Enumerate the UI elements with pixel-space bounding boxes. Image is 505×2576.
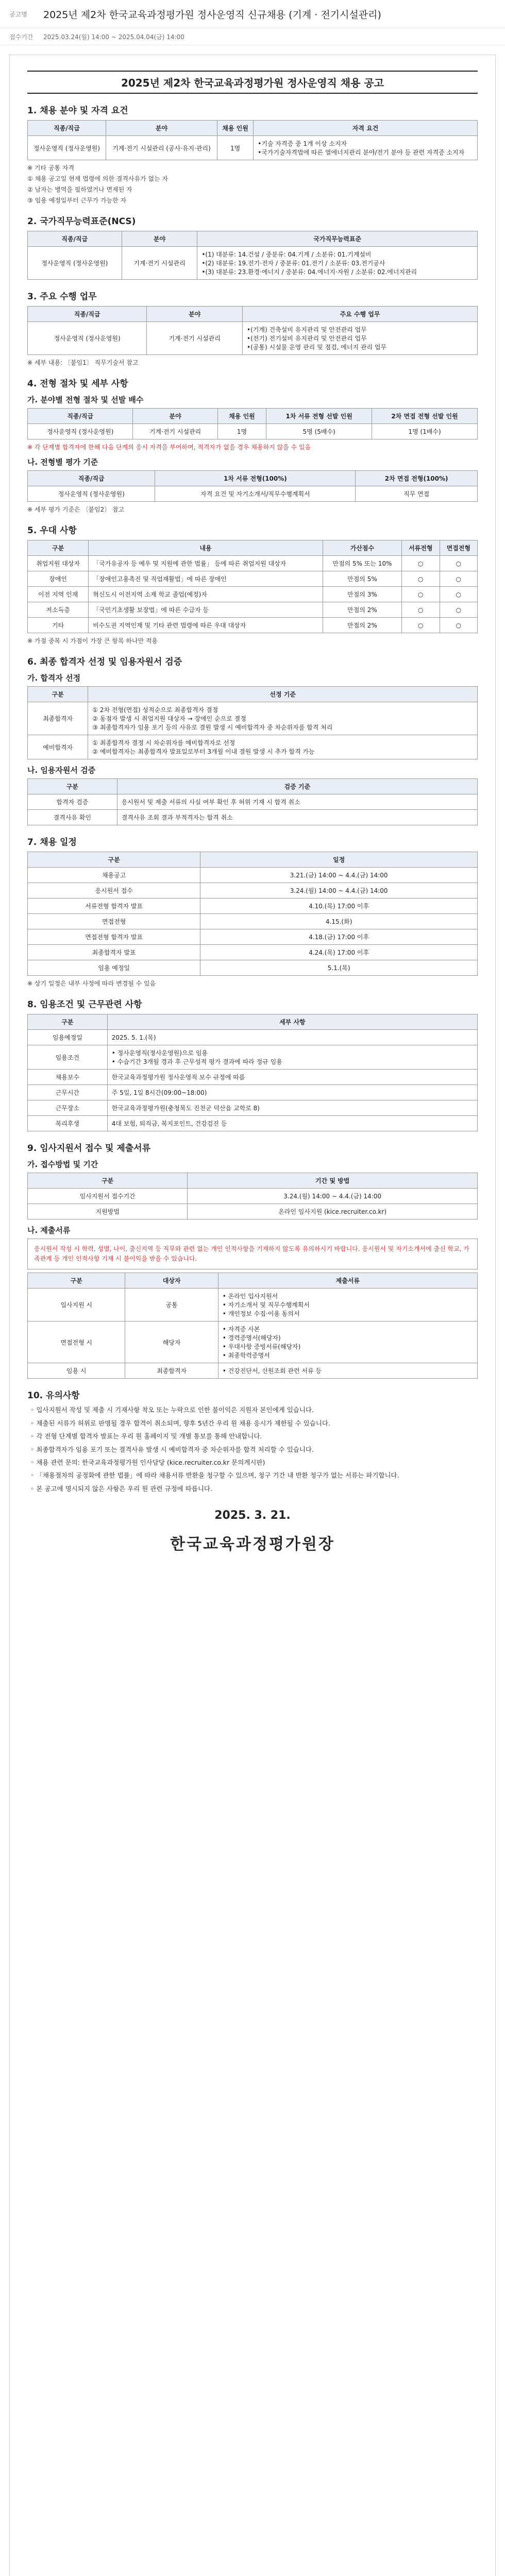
section-4-eval-table <box>27 470 478 502</box>
duties-table-header: 직종/직급 <box>28 307 147 322</box>
verification-table-header: 검증 기준 <box>117 779 477 794</box>
section-9-docs-table <box>27 1273 478 1379</box>
ncs-table-header: 분야 <box>122 231 197 247</box>
preference-table-header: 구분 <box>28 540 89 556</box>
schedule-table-cell: 4.18.(금) 17:00 이후 <box>200 929 478 945</box>
preference-table-cell: ○ <box>440 556 478 571</box>
schedule-table-cell: 면접전형 합격자 발표 <box>28 929 200 945</box>
conditions-table-cell: 근무장소 <box>28 1100 108 1116</box>
conditions-table-row <box>28 1045 478 1070</box>
schedule-table-cell: 4.15.(화) <box>200 914 478 929</box>
signature-org: 한국교육과정평가원장 <box>170 1535 335 1553</box>
ncs-table-cell: 정사운영직 (정사운영원) <box>28 247 122 280</box>
preference-table-cell: ○ <box>402 618 440 633</box>
section-10-heading: 10. 유의사항 <box>27 1391 80 1401</box>
preference-table-header: 면접전형 <box>440 540 478 556</box>
schedule-table-row <box>28 899 478 914</box>
caution-item: ◦ 각 전형 단계별 합격자 발표는 우리 원 홈페이지 및 개별 통보를 통해 안내합니다. <box>30 1432 262 1440</box>
ncs-table-row <box>28 247 478 280</box>
documents-table-cell: 임용 시 <box>28 1363 125 1379</box>
conditions-table-cell: 2025. 5. 1.(목) <box>107 1030 477 1045</box>
process-table-header: 분야 <box>133 409 217 424</box>
verification-table-cell: 결격사유 조회 결과 부적격자는 합격 취소 <box>117 810 477 825</box>
preference-table-cell: 이전 지역 인재 <box>28 587 89 602</box>
schedule-table-row <box>28 868 478 883</box>
section-4-eval-note: ※ 세부 평가 기준은 〔붙임2〕 참고 <box>27 506 125 513</box>
verification-table-cell: 응시원서 및 제출 서류의 사실 여부 확인 후 허위 기재 시 합격 취소 <box>117 794 477 810</box>
schedule-table-row <box>28 945 478 960</box>
verification-table-row <box>28 794 478 810</box>
preference-table-header: 내용 <box>89 540 323 556</box>
conditions-table-cell: 근무시간 <box>28 1085 108 1100</box>
application-table-cell: 온라인 임사지원 (kice.recruiter.co.kr) <box>188 1204 478 1219</box>
selection-table-cell: 최종합격자 <box>28 702 88 735</box>
schedule-table-row <box>28 914 478 929</box>
signature-date: 2025. 3. 21. <box>214 1509 291 1522</box>
eval-table-header: 직종/직급 <box>28 471 155 486</box>
documents-table-cell: • 건강진단서, 신원조회 관련 서류 등 <box>218 1363 477 1379</box>
conditions-table-row <box>28 1116 478 1131</box>
section-9-sub1: 가. 접수방법 및 기간 <box>27 1160 98 1169</box>
conditions-table-cell: 복리후생 <box>28 1116 108 1131</box>
conditions-table-cell: 임용예정일 <box>28 1030 108 1045</box>
qualification-note: ③ 임용 예정일부터 근무가 가능한 자 <box>27 197 127 204</box>
qualification-table-cell: •기술 자격증 중 1개 이상 소지자 •국가기술자격법에 따른 열에너지관리 분야/전기 분야 등 관련 자격증 소지자 <box>254 136 478 160</box>
ncs-table-header: 직종/직급 <box>28 231 122 247</box>
preference-table-cell: 혁신도시 이전지역 소재 학교 졸업(예정)자 <box>89 587 323 602</box>
schedule-table-cell: 면접전형 <box>28 914 200 929</box>
section-3-note: ※ 세부 내용: 〔붙임1〕 직무기술서 참고 <box>27 359 139 366</box>
preference-table-cell: 「국가유공자 등 예우 및 지원에 관한 법률」 등에 따른 취업지원 대상자 <box>89 556 323 571</box>
duties-table-header: 분야 <box>147 307 243 322</box>
preference-table-row <box>28 556 478 571</box>
duties-table-row <box>28 322 478 355</box>
preference-table-row <box>28 602 478 618</box>
process-table-cell: 5명 (5배수) <box>266 424 372 439</box>
preference-table-header: 가산점수 <box>323 540 401 556</box>
preference-table-cell: ○ <box>440 587 478 602</box>
documents-table-row <box>28 1321 478 1363</box>
qualification-table-cell: 정사운영직 (정사운영원) <box>28 136 106 160</box>
qualification-note: ② 남자는 병역을 필하였거나 면제된 자 <box>27 186 132 193</box>
schedule-table-cell: 서류전형 합격자 발표 <box>28 899 200 914</box>
preference-table-cell: 기타 <box>28 618 89 633</box>
qualification-table-cell: 1명 <box>217 136 254 160</box>
process-table-header: 1차 서류 전형 선발 인원 <box>266 409 372 424</box>
documents-table-cell: • 온라인 입사지원서 • 자기소개서 및 직무수행계획서 • 개인정보 수집·이용 동의서 <box>218 1289 477 1321</box>
caution-item: ◦ 최종합격자가 임용 포기 또는 결격사유 발생 시 예비합격자 중 차순위자를 합격 처리할 수 있습니다. <box>30 1445 314 1453</box>
date-label: 접수기간 <box>9 33 33 41</box>
application-table-cell: 임사지원서 접수기간 <box>28 1189 188 1204</box>
documents-table-cell: 입사지원 시 <box>28 1289 125 1321</box>
section-7-table <box>27 852 478 976</box>
preference-table-cell: 저소득층 <box>28 602 89 618</box>
eval-table-cell: 정사운영직 (정사운영원) <box>28 486 155 502</box>
conditions-table-row <box>28 1030 478 1045</box>
preference-table-row <box>28 571 478 587</box>
selection-table-cell: ① 최종합격자 결정 시 차순위자를 예비합격자로 선정 ② 예비합격자는 최종합격자 발표일로부터 3개월 이내 결원 발생 시 추가 합격 가능 <box>88 735 478 759</box>
section-7-note: ※ 상기 일정은 내부 사정에 따라 변경될 수 있음 <box>27 980 156 987</box>
section-10-list <box>27 1405 478 1494</box>
section-5-heading: 5. 우대 사항 <box>27 526 77 536</box>
selection-table-row <box>28 735 478 759</box>
section-6-sub1: 가. 합격자 선정 <box>27 673 81 683</box>
conditions-table-row <box>28 1100 478 1116</box>
application-table-header: 구분 <box>28 1173 188 1189</box>
conditions-table-header: 세부 사항 <box>107 1014 477 1030</box>
notice-title: 2025년 제2차 한국교육과정평가원 정사운영직 채용 공고 <box>27 71 478 94</box>
process-table-cell: 기계·전기 시설관리 <box>133 424 217 439</box>
application-table-row <box>28 1204 478 1219</box>
application-period: 2025.03.24(월) 14:00 ~ 2025.04.04(금) 14:00 <box>43 33 184 41</box>
section-2-table <box>27 231 478 280</box>
selection-table-header: 구분 <box>28 687 88 702</box>
application-table-cell: 3.24.(월) 14:00 ~ 4.4.(금) 14:00 <box>188 1189 478 1204</box>
section-8-table <box>27 1014 478 1131</box>
section-1-heading: 1. 채용 분야 및 자격 요건 <box>27 106 128 116</box>
section-5-table <box>27 540 478 633</box>
preference-table-cell: ○ <box>440 618 478 633</box>
qualification-note: ※ 기타 공통 자격 <box>27 164 75 172</box>
verification-table-header: 구분 <box>28 779 117 794</box>
qualification-table-header: 분야 <box>106 121 217 136</box>
ncs-table-cell: 기계·전기 시설관리 <box>122 247 197 280</box>
preference-table-cell: 만점의 2% <box>323 618 401 633</box>
schedule-table-cell: 채용공고 <box>28 868 200 883</box>
ncs-table-cell: •(1) 대분류: 14.건설 / 중분류: 04.기계 / 소분류: 01.기계설비 •(2) 대분류: 19.전기·전자 / 중분류: 01.전기 / 소분류: 03.전기공사 •(3) 대분류: 23.환경·에너지 / 중분류: 04.에너지·자원 / 소분류: 02.에너지관리 <box>197 247 478 280</box>
section-9-heading: 9. 임사지원서 접수 및 제출서류 <box>27 1143 151 1154</box>
process-table-header: 2차 면접 전형 선발 인원 <box>372 409 478 424</box>
conditions-table-cell: 4대 보험, 퇴직금, 복지포인트, 건강검진 등 <box>107 1116 477 1131</box>
conditions-table-cell: 주 5일, 1일 8시간(09:00~18:00) <box>107 1085 477 1100</box>
section-9-warning: 응시원서 작성 시 학력, 성별, 나이, 출신지역 등 직무와 관련 없는 개인 인적사항을 기재하지 않도록 유의하시기 바랍니다. 응시원서 및 자기소개서에 출신 학교, 가족관계 등 개인 인적사항 기재 시 불이익을 받을 수 있습니다. <box>27 1239 478 1269</box>
caution-item: ◦ 입사지원서 작성 및 제출 시 기재사항 착오 또는 누락으로 인한 불이익은 지원자 본인에게 있습니다. <box>30 1406 314 1414</box>
eval-table-cell: 자격 요건 및 자기소개서/직무수행계획서 <box>155 486 356 502</box>
schedule-table-row <box>28 883 478 899</box>
preference-table-row <box>28 587 478 602</box>
section-4-sub2: 나. 전형별 평가 기준 <box>27 457 98 467</box>
process-table-row <box>28 424 478 439</box>
preference-table-header: 서류전형 <box>402 540 440 556</box>
title-label: 공고명 <box>9 10 27 18</box>
preference-table-cell: 비수도권 지역인재 및 기타 관련 법령에 따른 우대 대상자 <box>89 618 323 633</box>
section-2-heading: 2. 국가직무능력표준(NCS) <box>27 216 136 227</box>
title-row <box>0 0 505 28</box>
qualification-table-header: 직종/직급 <box>28 121 106 136</box>
section-6-heading: 6. 최종 합격자 선정 및 임용자원서 검증 <box>27 657 182 667</box>
schedule-table-cell: 5.1.(목) <box>200 960 478 976</box>
preference-table-cell: 만점의 5% <box>323 571 401 587</box>
verification-table-row <box>28 810 478 825</box>
eval-table-header: 1차 서류 전형(100%) <box>155 471 356 486</box>
verification-table-cell: 합격자 검증 <box>28 794 117 810</box>
duties-table-header: 주요 수행 업무 <box>243 307 478 322</box>
verification-table-cell: 결격사유 확인 <box>28 810 117 825</box>
schedule-table-cell: 응시원서 접수 <box>28 883 200 899</box>
schedule-table-header: 구분 <box>28 852 200 868</box>
preference-table-cell: ○ <box>440 602 478 618</box>
conditions-table-row <box>28 1070 478 1085</box>
duties-table-cell: 기계·전기 시설관리 <box>147 322 243 355</box>
caution-item: ◦ 「채용절차의 공정화에 관한 법률」에 따라 채용서류 반환을 청구할 수 있으며, 청구 기간 내 반환 청구가 없는 서류는 파기합니다. <box>30 1471 399 1480</box>
schedule-table-cell: 최종합격자 발표 <box>28 945 200 960</box>
preference-table-cell: ○ <box>402 602 440 618</box>
conditions-table-header: 구분 <box>28 1014 108 1030</box>
preference-table-cell: ○ <box>402 571 440 587</box>
conditions-table-row <box>28 1085 478 1100</box>
conditions-table-cell: • 정사운영직(정사운영원)으로 임용 • 수습기간 3개월 경과 후 근무성적 평가 결과에 따라 정규 임용 <box>107 1045 477 1070</box>
qualification-table-header: 채용 인원 <box>217 121 254 136</box>
preference-table-cell: ○ <box>402 556 440 571</box>
qualification-note: ① 채용 공고일 현재 법령에 의한 결격사유가 없는 자 <box>27 175 169 182</box>
section-6-table <box>27 686 478 759</box>
preference-table-cell: 「장애인고용촉진 및 직업재활법」에 따른 장애인 <box>89 571 323 587</box>
process-table-cell: 1명 (1배수) <box>372 424 478 439</box>
conditions-table-cell: 채용보수 <box>28 1070 108 1085</box>
section-9-table <box>27 1173 478 1219</box>
preference-table-cell: 만점의 2% <box>323 602 401 618</box>
section-4-note: ※ 각 단계별 합격자에 한해 다음 단계의 응시 자격을 부여하며, 적격자가 없을 경우 채용하지 않을 수 있음 <box>27 444 311 451</box>
conditions-table-cell: 한국교육과정평가원(충청북도 진천군 덕산읍 교학로 8) <box>107 1100 477 1116</box>
date-row <box>0 28 505 45</box>
eval-table-row <box>28 486 478 502</box>
process-table-cell: 1명 <box>217 424 266 439</box>
selection-table-cell: 예비합격자 <box>28 735 88 759</box>
section-7-heading: 7. 채용 일정 <box>27 837 77 848</box>
process-table-header: 채용 인원 <box>217 409 266 424</box>
application-table-cell: 지원방법 <box>28 1204 188 1219</box>
schedule-table-row <box>28 960 478 976</box>
section-1-table <box>27 120 478 160</box>
documents-table-header: 대상자 <box>125 1273 218 1289</box>
section-3-table <box>27 306 478 355</box>
application-table-row <box>28 1189 478 1204</box>
documents-table-cell: 면접전형 시 <box>28 1321 125 1363</box>
preference-table-cell: 만점의 5% 또는 10% <box>323 556 401 571</box>
preference-table-cell: 장애인 <box>28 571 89 587</box>
documents-table-header: 구분 <box>28 1273 125 1289</box>
schedule-table-cell: 3.24.(월) 14:00 ~ 4.4.(금) 14:00 <box>200 883 478 899</box>
application-table-header: 기간 및 방법 <box>188 1173 478 1189</box>
caution-item: ◦ 제출된 서류가 허위로 판명될 경우 합격이 취소되며, 향후 5년간 우리 원 채용 응시가 제한될 수 있습니다. <box>30 1419 330 1427</box>
section-3-heading: 3. 주요 수행 업무 <box>27 292 97 302</box>
qualification-table-row <box>28 136 478 160</box>
section-9-sub2: 나. 제출서류 <box>27 1226 71 1235</box>
schedule-table-row <box>28 929 478 945</box>
documents-table-row <box>28 1363 478 1379</box>
documents-table-header: 제출서류 <box>218 1273 477 1289</box>
section-8-heading: 8. 임용조건 및 근무관련 사항 <box>27 999 142 1010</box>
preference-table-cell: 취업지원 대상자 <box>28 556 89 571</box>
section-4-table <box>27 408 478 439</box>
selection-table-cell: ① 2차 전형(면접) 성적순으로 최종합격자 결정 ② 동점자 발생 시 취업지원 대상자 → 장애인 순으로 결정 ③ 최종합격자가 임용 포기 등의 사유로 결원 발생 시 예비합격자 중 차순위자를 합격 처리 <box>88 702 478 735</box>
schedule-table-cell: 임용 예정일 <box>28 960 200 976</box>
documents-table-cell: 해당자 <box>125 1321 218 1363</box>
documents-table-row <box>28 1289 478 1321</box>
section-4-sub1: 가. 분야별 전형 절차 및 선발 배수 <box>27 395 144 404</box>
duties-table-cell: 정사운영직 (정사운영원) <box>28 322 147 355</box>
preference-table-cell: 만점의 3% <box>323 587 401 602</box>
announcement-title: 2025년 제2차 한국교육과정평가원 정사운영직 신규채용 (기계 · 전기시설관리) <box>43 9 381 21</box>
qualification-table-header: 자격 요건 <box>254 121 478 136</box>
notice-document <box>9 55 496 2576</box>
qualification-table-cell: 기계·전기 시설관리 (공사·유지·관리) <box>106 136 217 160</box>
duties-table-cell: •(기계) 건축설비 유지관리 및 안전관리 업무 •(전기) 전기설비 유지관리 및 안전관리 업무 •(공통) 시설물 운영 관리 및 점검, 에너지 관리 업무 <box>243 322 478 355</box>
conditions-table-cell: 임용조건 <box>28 1045 108 1070</box>
caution-item: ◦ 채용 관련 문의: 한국교육과정평가원 인사담당 (kice.recruiter.co.kr 문의게시판) <box>30 1458 265 1466</box>
selection-table-row <box>28 702 478 735</box>
section-5-note: ※ 가점 중복 시 가점이 가장 큰 항목 하나만 적용 <box>27 637 158 645</box>
preference-table-row <box>28 618 478 633</box>
caution-item: ◦ 본 공고에 명시되지 않은 사항은 우리 원 관련 규정에 따릅니다. <box>30 1484 212 1493</box>
process-table-header: 직종/직급 <box>28 409 133 424</box>
conditions-table-cell: 한국교육과정평가원 정사운영직 보수 규정에 따름 <box>107 1070 477 1085</box>
selection-table-header: 선정 기준 <box>88 687 478 702</box>
preference-table-cell: ○ <box>402 587 440 602</box>
eval-table-cell: 직무 면접 <box>356 486 478 502</box>
schedule-table-header: 일정 <box>200 852 478 868</box>
documents-table-cell: 최종합격자 <box>125 1363 218 1379</box>
eval-table-header: 2차 면접 전형(100%) <box>356 471 478 486</box>
ncs-table-header: 국가직무능력표준 <box>197 231 478 247</box>
section-4-heading: 4. 전형 절차 및 세부 사항 <box>27 379 128 389</box>
preference-table-cell: ○ <box>440 571 478 587</box>
section-6-sub2: 나. 임용자원서 검증 <box>27 766 96 775</box>
preference-table-cell: 「국민기초생활 보장법」에 따른 수급자 등 <box>89 602 323 618</box>
schedule-table-cell: 3.21.(금) 14:00 ~ 4.4.(금) 14:00 <box>200 868 478 883</box>
schedule-table-cell: 4.10.(목) 17:00 이후 <box>200 899 478 914</box>
schedule-table-cell: 4.24.(목) 17:00 이후 <box>200 945 478 960</box>
process-table-cell: 정사운영직 (정사운영원) <box>28 424 133 439</box>
documents-table-cell: • 자격증 사본 • 경력증명서(해당자) • 우대사항 증빙서류(해당자) • 최종학력증명서 <box>218 1321 477 1363</box>
documents-table-cell: 공통 <box>125 1289 218 1321</box>
section-6-verify-table <box>27 778 478 825</box>
